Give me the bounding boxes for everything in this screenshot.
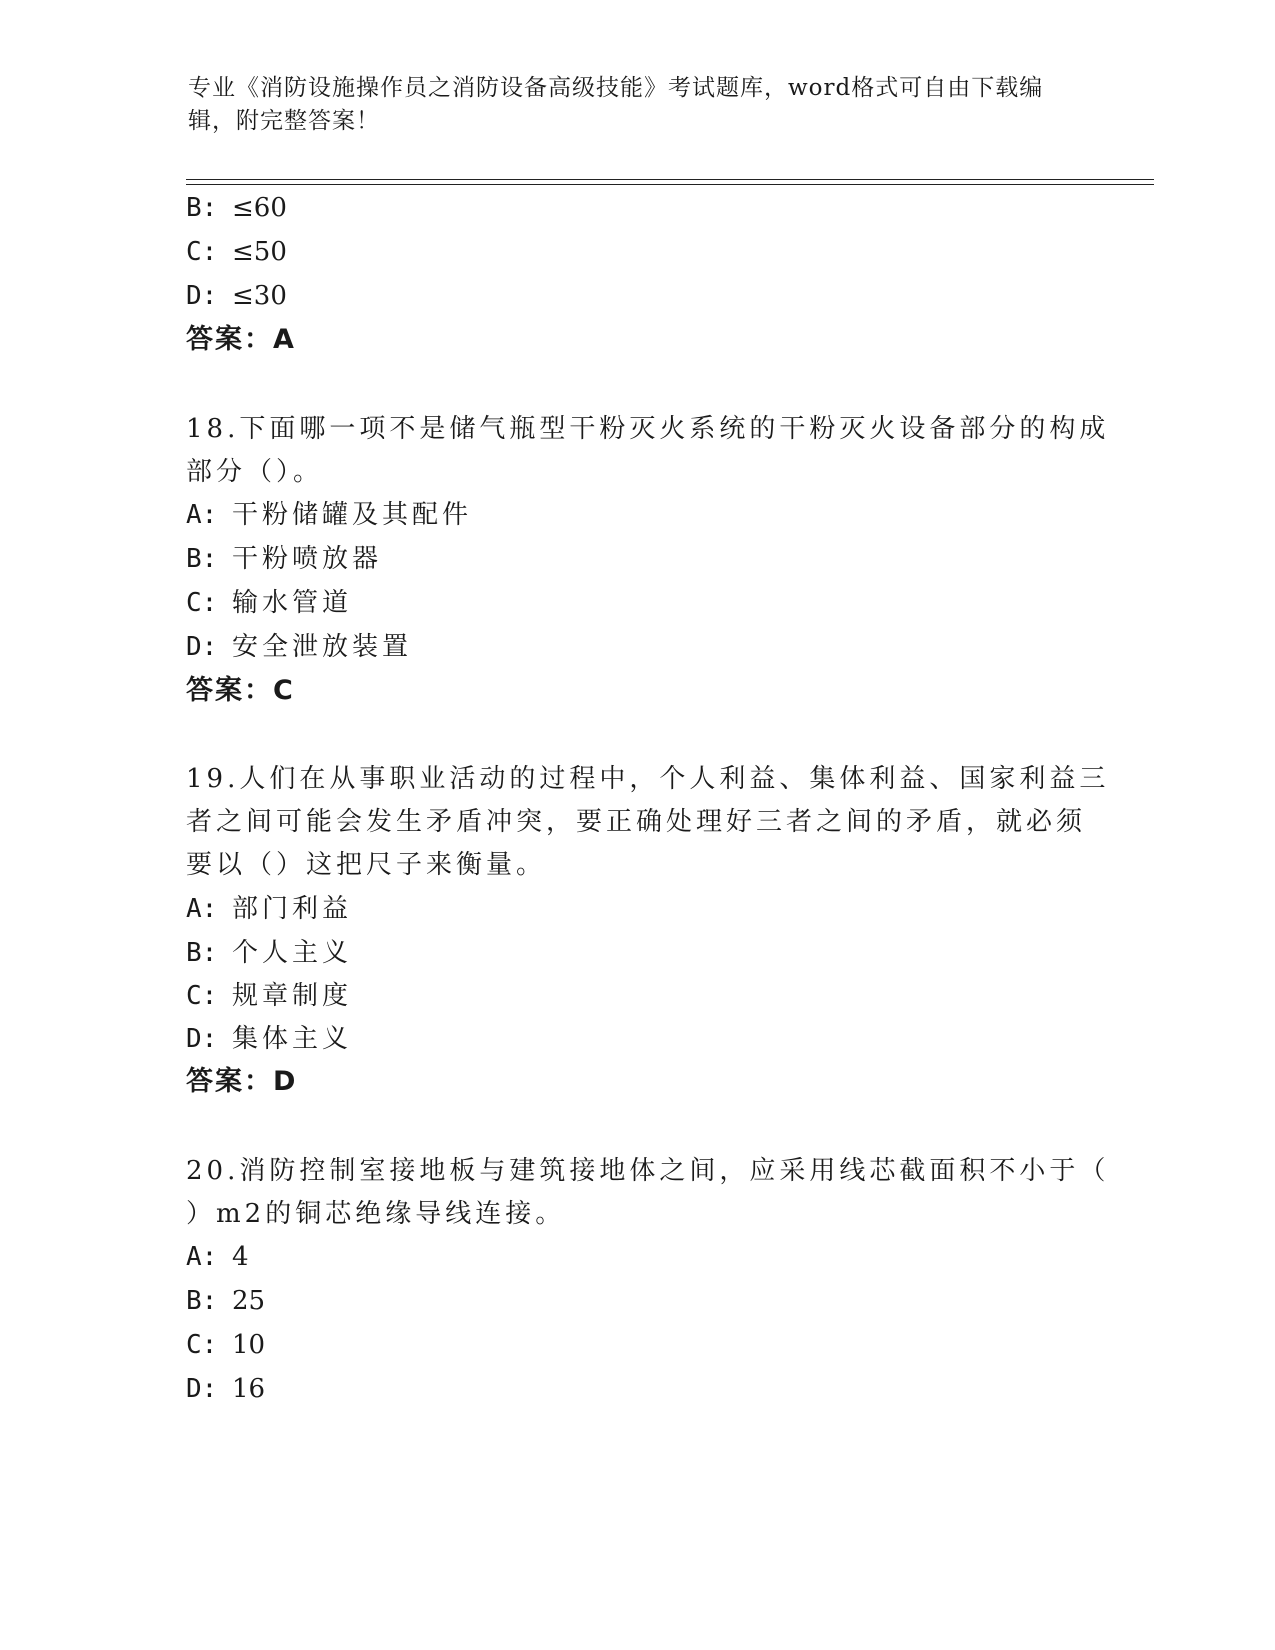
option-text: ≤60 [232,193,287,223]
option-text: 干粉喷放器 [232,544,383,574]
option-letter: B: [186,193,218,223]
q20-stem-line-1: 20.消防控制室接地板与建筑接地体之间，应采用线芯截面积不小于（ [186,1156,1110,1186]
option-letter: D: [186,281,218,311]
q19-stem-line-1: 19.人们在从事职业活动的过程中，个人利益、集体利益、国家利益三 [186,764,1110,794]
option-text: 规章制度 [232,981,353,1011]
option-letter: B: [186,1286,218,1316]
option-letter: C: [186,981,218,1011]
q17-option-c [186,236,287,268]
q19-stem-line-3: 要以（）这把尺子来衡量。 [186,850,547,880]
q18-stem-line-1: 18.下面哪一项不是储气瓶型干粉灭火系统的干粉灭火设备部分的构成 [186,414,1110,444]
option-letter: A: [186,500,218,530]
option-text: ≤50 [232,237,287,267]
header-divider-top [186,179,1154,180]
option-text: 集体主义 [232,1024,353,1054]
q18-option-b [186,543,382,575]
q19-answer: 答案：D [186,1066,298,1097]
header-line-2: 辑，附完整答案！ [188,108,380,134]
option-letter: D: [186,1024,218,1054]
header-line-1: 专业《消防设施操作员之消防设备高级技能》考试题库，word格式可自由下载编 [188,75,1044,101]
option-letter: B: [186,544,218,574]
option-text: 个人主义 [232,938,353,968]
option-text: 部门利益 [232,894,353,924]
q17-option-b [186,192,287,224]
option-text: 10 [232,1330,266,1360]
q20-option-c [186,1329,265,1361]
q20-option-d [186,1373,265,1405]
option-letter: D: [186,1374,218,1404]
q18-answer: 答案：C [186,675,295,706]
option-letter: A: [186,894,218,924]
option-letter: C: [186,1330,218,1360]
q19-option-a [186,893,352,925]
option-text: 安全泄放装置 [232,632,413,662]
option-text: 干粉储罐及其配件 [232,500,473,530]
option-text: 16 [232,1374,266,1404]
option-text: 25 [232,1286,266,1316]
option-text: 输水管道 [232,588,353,618]
header-divider-bottom [186,184,1154,185]
q20-option-a [186,1241,249,1273]
q17-option-d [186,280,287,312]
q18-option-c [186,587,352,619]
option-text: 4 [232,1242,249,1272]
q19-stem-line-2: 者之间可能会发生矛盾冲突，要正确处理好三者之间的矛盾，就必须 [186,807,1087,837]
q18-stem-line-2: 部分（）。 [186,457,324,487]
q20-option-b [186,1285,265,1317]
option-letter: B: [186,938,218,968]
document-header [188,72,1068,138]
q19-option-b [186,937,352,969]
q19-option-c [186,980,352,1012]
option-letter: D: [186,632,218,662]
option-text: ≤30 [232,281,287,311]
option-letter: C: [186,588,218,618]
q17-answer: 答案：A [186,324,296,355]
q20-stem-line-2: ）m2的铜芯绝缘导线连接。 [186,1199,566,1229]
q18-option-a [186,499,472,531]
option-letter: A: [186,1242,218,1272]
option-letter: C: [186,237,218,267]
q18-option-d [186,631,412,663]
q19-option-d [186,1023,352,1055]
